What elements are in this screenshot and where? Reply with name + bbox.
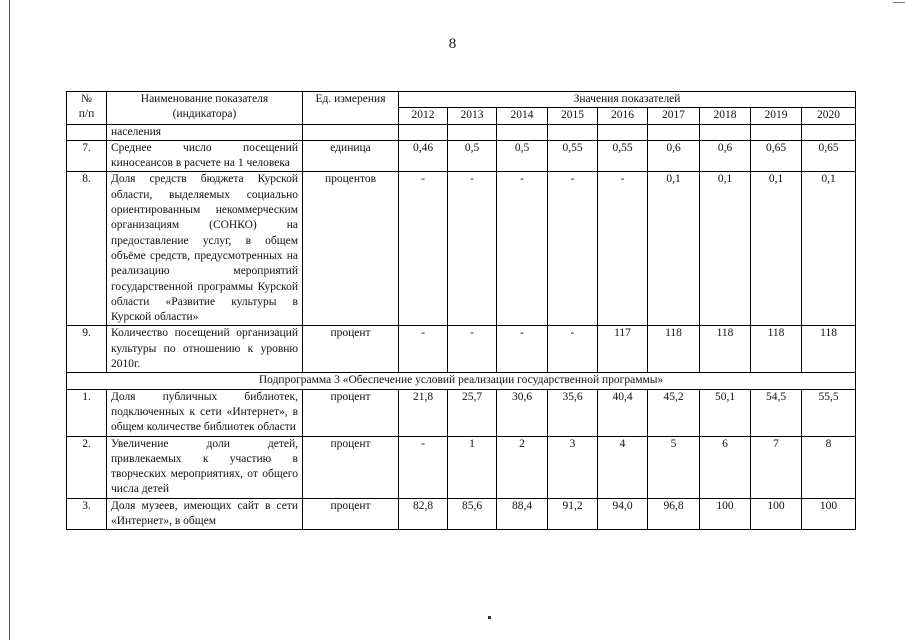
value-cell: - <box>548 326 598 373</box>
year-cell: 2019 <box>751 108 802 124</box>
year-cell: 2018 <box>700 108 751 124</box>
header-name: Наименование показателя (индикатора) <box>107 92 303 125</box>
subprogram-row <box>67 373 856 389</box>
indicator-name: Доля публичных библиотек, подключенных к сети «Интернет», в общем количестве библиотек области <box>107 389 303 436</box>
value-cell: 25,7 <box>448 389 497 436</box>
value-cell: 100 <box>751 498 802 530</box>
header-num: № п/п <box>67 92 107 125</box>
indicators-table <box>66 91 856 530</box>
indicator-name: Количество посещений организаций культуры по отношению к уровню 2010г. <box>107 326 303 373</box>
value-cell: 0,6 <box>648 140 700 172</box>
value-cell: 40,4 <box>598 389 648 436</box>
page-number: 8 <box>448 36 457 52</box>
value-cell: 4 <box>598 436 648 498</box>
value-cell: 0,1 <box>751 172 802 326</box>
value-cell: 50,1 <box>700 389 751 436</box>
value-cell: 0,5 <box>448 140 497 172</box>
row-number: 7. <box>67 140 107 172</box>
indicator-name: Увеличение доли детей, привлекаемых к участию в творческих мероприятиях, от общего числа детей <box>107 436 303 498</box>
value-cell: 7 <box>751 436 802 498</box>
value-cell: 21,8 <box>399 389 448 436</box>
value-cell: - <box>448 326 497 373</box>
year-cell: 2013 <box>448 108 497 124</box>
value-cell: 0,1 <box>648 172 700 326</box>
value-cell: 96,8 <box>648 498 700 530</box>
value-cell: 54,5 <box>751 389 802 436</box>
value-cell: - <box>399 436 448 498</box>
value-cell: 0,46 <box>399 140 448 172</box>
value-cell: 118 <box>700 326 751 373</box>
value-cell: 85,6 <box>448 498 497 530</box>
scan-dot <box>488 616 491 619</box>
value-cell: 91,2 <box>548 498 598 530</box>
value-cell: 0,65 <box>751 140 802 172</box>
year-cell: 2016 <box>598 108 648 124</box>
value-cell: - <box>497 172 548 326</box>
value-cell: 118 <box>802 326 856 373</box>
unit-cell: единица <box>303 140 399 172</box>
table-row <box>67 436 856 498</box>
continuation-row <box>67 124 856 140</box>
unit-cell: процент <box>303 498 399 530</box>
value-cell: 118 <box>648 326 700 373</box>
row-number: 1. <box>67 389 107 436</box>
value-cell: - <box>399 326 448 373</box>
table-row <box>67 498 856 530</box>
value-cell: - <box>497 326 548 373</box>
value-cell: 0,55 <box>548 140 598 172</box>
value-cell: 0,5 <box>497 140 548 172</box>
table-row <box>67 326 856 373</box>
indicator-name: Доля музеев, имеющих сайт в сети «Интернет», в общем <box>107 498 303 530</box>
value-cell: 45,2 <box>648 389 700 436</box>
header-unit: Ед. измерения <box>303 92 399 125</box>
indicator-name: Среднее число посещений киносеансов в расчете на 1 человека <box>107 140 303 172</box>
value-cell: 117 <box>598 326 648 373</box>
value-cell: 3 <box>548 436 598 498</box>
value-cell: 8 <box>802 436 856 498</box>
row-number: 2. <box>67 436 107 498</box>
table-row <box>67 140 856 172</box>
unit-cell: процентов <box>303 172 399 326</box>
value-cell: 0,1 <box>802 172 856 326</box>
year-cell: 2014 <box>497 108 548 124</box>
year-cell: 2017 <box>648 108 700 124</box>
unit-cell: процент <box>303 436 399 498</box>
row-number: 9. <box>67 326 107 373</box>
scan-mark <box>893 2 905 3</box>
page-edge-rule <box>9 0 10 640</box>
value-cell: 6 <box>700 436 751 498</box>
table-row <box>67 172 856 326</box>
value-cell: 55,5 <box>802 389 856 436</box>
header-values: Значения показателей <box>399 92 856 108</box>
value-cell: 0,55 <box>598 140 648 172</box>
value-cell: 88,4 <box>497 498 548 530</box>
unit-cell: процент <box>303 326 399 373</box>
row-number: 8. <box>67 172 107 326</box>
subprogram-title: Подпрограмма 3 «Обеспечение условий реализации государственной программы» <box>67 373 856 389</box>
value-cell: 0,6 <box>700 140 751 172</box>
value-cell: 35,6 <box>548 389 598 436</box>
value-cell: - <box>548 172 598 326</box>
value-cell: 118 <box>751 326 802 373</box>
value-cell: 82,8 <box>399 498 448 530</box>
value-cell: 94,0 <box>598 498 648 530</box>
continuation-text: населения <box>107 124 303 140</box>
value-cell: 0,65 <box>802 140 856 172</box>
year-cell: 2015 <box>548 108 598 124</box>
value-cell: - <box>598 172 648 326</box>
value-cell: 2 <box>497 436 548 498</box>
value-cell: 5 <box>648 436 700 498</box>
value-cell: 1 <box>448 436 497 498</box>
row-number: 3. <box>67 498 107 530</box>
unit-cell: процент <box>303 389 399 436</box>
value-cell: 30,6 <box>497 389 548 436</box>
indicator-name: Доля средств бюджета Курской области, выделяемых социально ориентированным некоммерческим организациям (СОНКО) на предоставление услуг, в общем объёме средств, предусмотренных на реализацию мероприятий государственной программы Курской области «Развитие культуры в Курской области» <box>107 172 303 326</box>
year-cell: 2012 <box>399 108 448 124</box>
value-cell: 0,1 <box>700 172 751 326</box>
year-cell: 2020 <box>802 108 856 124</box>
value-cell: 100 <box>700 498 751 530</box>
header-row <box>67 92 856 108</box>
value-cell: 100 <box>802 498 856 530</box>
value-cell: - <box>448 172 497 326</box>
value-cell: - <box>399 172 448 326</box>
table-row <box>67 389 856 436</box>
